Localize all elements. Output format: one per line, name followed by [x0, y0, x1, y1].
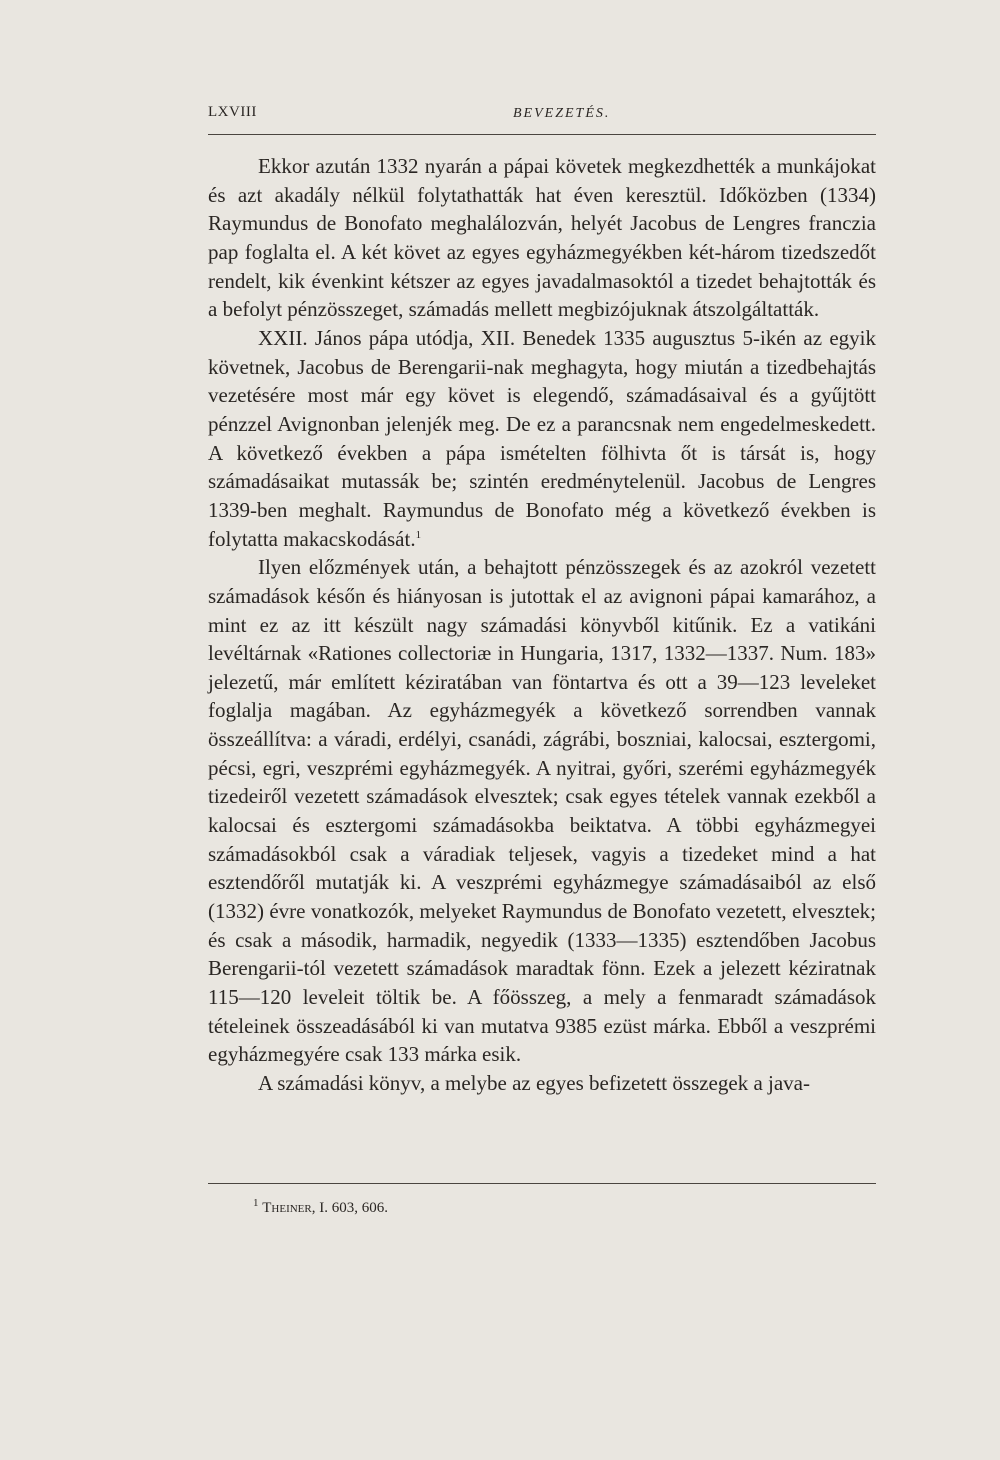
footnote	[253, 1197, 388, 1217]
paragraph-2	[208, 324, 876, 553]
paragraph-2-text: XXII. János pápa utódja, XII. Benedek 1335 augusztus 5-ikén az egyik követnek, Jacobus de Berengarii-nak meghagyta, hogy miután a tizedbehajtás vezetésére most már egy követ is elegendő, számadásaival és a gyűjtött pénzzel Avignonban jelenjék meg. De ez a parancsnak nem engedelmeskedett. A következő években a pápa ismételten fölhivta őt is társát is, hogy számadásaikat mutassák be; szintén eredménytelenül. Jacobus de Lengres 1339-ben meghalt. Raymundus de Bonofato még a következő években is folytatta makacskodását.	[208, 325, 876, 551]
running-title: BEVEZETÉS.	[513, 106, 611, 121]
footnote-divider	[208, 1183, 876, 1184]
page-number: LXVIII	[208, 104, 257, 120]
footnote-marker: 1	[253, 1197, 259, 1209]
paragraph-1: Ekkor azután 1332 nyarán a pápai követek megkezdhették a munkájokat és azt akadály nélkül folytathatták hat éven keresztül. Időközben (1334) Raymundus de Bonofato meghalálozván, helyét Jacobus de Lengres franczia pap foglalta el. A két követ az egyes egyházmegyékben két-három tizedszedőt rendelt, kik évenkint kétszer az egyes javadalmasoktól a tizedet behajtották és a befolyt pénzösszeget, számadás mellett megbizójuknak átszolgáltatták.	[208, 154, 876, 322]
body-text	[208, 152, 876, 1098]
page-header	[208, 104, 876, 135]
paragraph-4: A számadási könyv, a melybe az egyes befizetett összegek a java-	[258, 1071, 810, 1095]
footnote-reference[interactable]: 1	[415, 528, 422, 541]
footnote-reference-text: , I. 603, 606.	[311, 1200, 388, 1216]
footnote-author: Theiner	[262, 1200, 312, 1216]
paragraph-3: Ilyen előzmények után, a behajtott pénzösszegek és az azokról vezetett számadások későn és hiányosan is jutottak el az avignoni pápai kamarához, a mint ez az itt készült nagy számadási könyvből kitűnik. Ez a vatikáni levéltárnak «Rationes collectoriæ in Hungaria, 1317, 1332—1337. Num. 183» jelezetű, már említett kéziratában van föntartva és ott a 39—123 leveleket foglalja magában. Az egyházmegyék a következő sorrendben vannak összeállítva: a váradi, erdélyi, csanádi, zágrábi, boszniai, kalocsai, esztergomi, pécsi, egri, veszprémi egyházmegyék. A nyitrai, győri, szerémi egyházmegyék tizedeiről vezetett számadások elvesztek; csak egyes tételek vannak ezekből a kalocsai és esztergomi számadásokba beiktatva. A többi egyházmegyei számadásokból csak a váradiak teljesek, vagyis a tizedeket mind a hat esztendőről mutatják ki. A veszprémi egyházmegye számadásaiból az első (1332) évre vonatkozók, melyeket Raymundus de Bonofato vezetett, elvesztek; és csak a második, harmadik, negyedik (1333—1335) esztendőben Jacobus Berengarii-tól vezetett számadások maradtak fönn. Ezek a jelezett kéziratnak 115—120 leveleit töltik be. A főösszeg, a mely a fenmaradt számadások tételeinek összeadásából ki van mutatva 9385 ezüst márka. Ebből a veszprémi egyházmegyére csak 133 márka esik.	[208, 555, 876, 1067]
